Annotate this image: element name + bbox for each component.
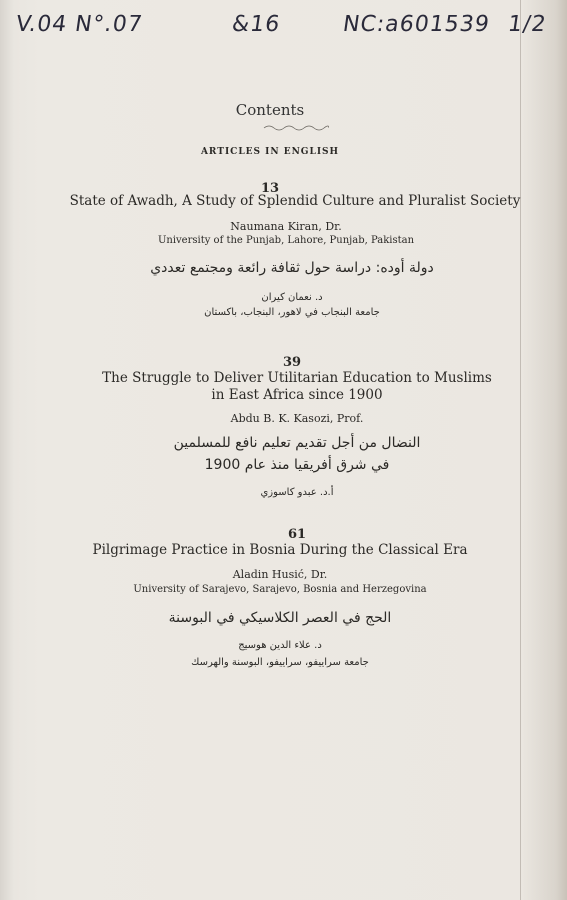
article-3-page-number: 61 xyxy=(287,527,307,542)
article-3-arabic-affiliation: جامعة سراييفو، سراييفو، البوسنة والهرسك xyxy=(191,657,369,668)
handwritten-part: 1/2 xyxy=(506,12,549,37)
article-2-title-line-1: The Struggle to Deliver Utilitarian Education to Muslims xyxy=(102,370,492,386)
article-3-affiliation: University of Sarajevo, Sarajevo, Bosnia and Herzegovina xyxy=(133,584,427,595)
article-2-page-number: 39 xyxy=(282,355,302,370)
article-1-page-number: 13 xyxy=(260,181,280,196)
article-2-arabic-author: أ.د. عبدو كاسوزي xyxy=(260,487,334,498)
article-1-arabic-affiliation: جامعة البنجاب في لاهور، البنجاب، باكستان xyxy=(204,307,380,318)
article-1-title: State of Awadh, A Study of Splendid Culture and Pluralist Society xyxy=(69,193,521,209)
handwritten-volume: V.04 N°.07 xyxy=(14,12,145,37)
article-2-arabic-title-line-1: النضال من أجل تقديم تعليم نافع للمسلمين xyxy=(173,435,421,451)
article-3-arabic-title: الحج في العصر الكلاسيكي في البوسنة xyxy=(168,610,392,626)
flourish-ornament xyxy=(263,124,329,132)
article-3-arabic-author: د. علاء الدين هوسيج xyxy=(238,640,322,651)
article-1-author: Naumana Kiran, Dr. xyxy=(230,220,342,233)
article-3-title: Pilgrimage Practice in Bosnia During the Classical Era xyxy=(92,542,468,558)
article-1-arabic-title: دولة أوده: دراسة حول ثقافة رائعة ومجتمع تعددي xyxy=(150,260,434,276)
article-2-author: Abdu B. K. Kasozi, Prof. xyxy=(230,412,364,425)
handwritten-code: &16 xyxy=(230,12,282,37)
article-2-title-line-2: in East Africa since 1900 xyxy=(211,387,383,403)
section-heading: ARTICLES IN ENGLISH xyxy=(200,147,340,157)
contents-title: Contents xyxy=(235,101,305,119)
handwritten-call-number: NC:a601539 xyxy=(341,12,492,37)
article-2-arabic-title-line-2: في شرق أفريقيا منذ عام 1900 xyxy=(204,457,390,473)
article-1-arabic-author: د. نعمان كيران xyxy=(261,292,323,303)
article-3-author: Aladin Husić, Dr. xyxy=(232,568,328,581)
article-1-affiliation: University of the Punjab, Lahore, Punjab, Pakistan xyxy=(157,235,415,246)
